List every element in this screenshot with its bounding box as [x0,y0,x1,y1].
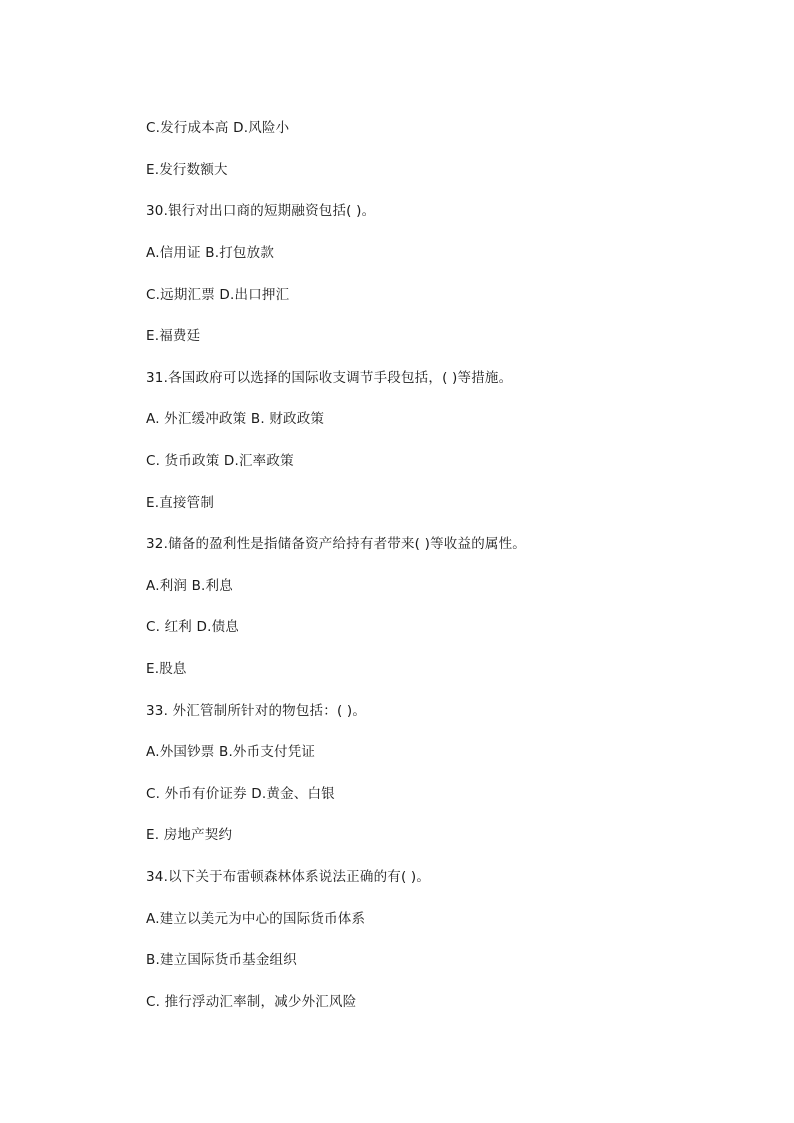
q33-option-e: E. 房地产契约 [146,827,233,843]
question-31: 31.各国政府可以选择的国际收支调节手段包括，( )等措施。 [146,370,513,386]
q32-option-e: E.股息 [146,661,187,677]
q33-option-cd: C. 外币有价证券 D.黄金、白银 [146,786,335,802]
q34-option-b: B.建立国际货币基金组织 [146,952,297,968]
q30-option-ab: A.信用证 B.打包放款 [146,245,275,261]
q30-option-cd: C.远期汇票 D.出口押汇 [146,287,290,303]
question-32: 32.储备的盈利性是指储备资产给持有者带来( )等收益的属性。 [146,536,526,552]
q34-option-a: A.建立以美元为中心的国际货币体系 [146,911,366,927]
q31-option-ab: A. 外汇缓冲政策 B. 财政政策 [146,411,325,427]
question-30: 30.银行对出口商的短期融资包括( )。 [146,203,376,219]
q32-option-ab: A.利润 B.利息 [146,578,233,594]
q30-option-e: E.福费廷 [146,328,201,344]
q32-option-cd: C. 红利 D.债息 [146,619,239,635]
q31-option-e: E.直接管制 [146,495,215,511]
question-33: 33. 外汇管制所针对的物包括：( )。 [146,703,367,719]
option-line-cd: C.发行成本高 D.风险小 [146,120,290,136]
q34-option-c: C. 推行浮动汇率制，减少外汇风险 [146,994,357,1010]
q31-option-cd: C. 货币政策 D.汇率政策 [146,453,294,469]
q33-option-ab: A.外国钞票 B.外币支付凭证 [146,744,316,760]
option-line-e: E.发行数额大 [146,162,228,178]
question-34: 34.以下关于布雷顿森林体系说法正确的有( )。 [146,869,431,885]
